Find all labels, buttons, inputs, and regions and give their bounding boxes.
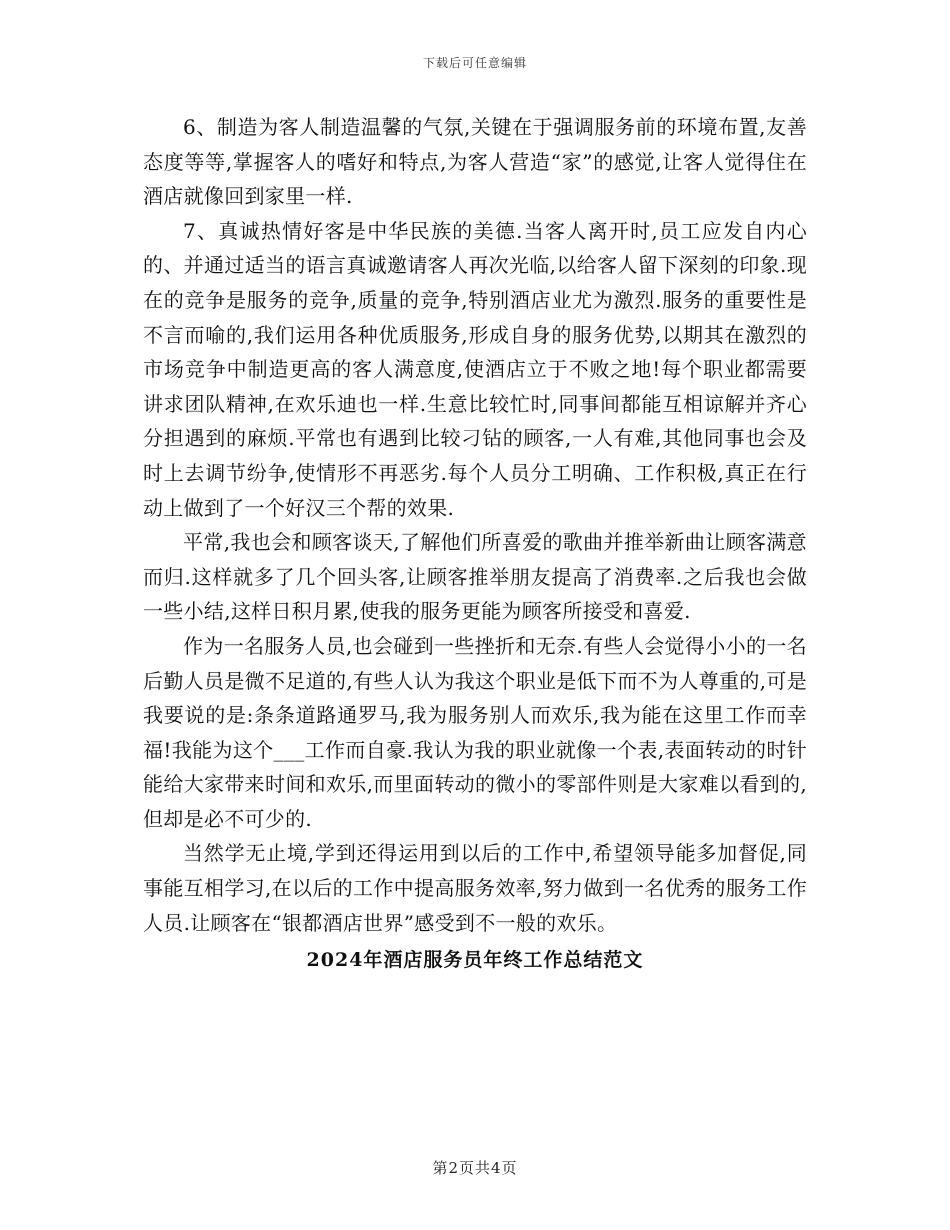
page-footer: 第2页共4页 xyxy=(432,1159,518,1177)
document-body xyxy=(143,110,807,976)
paragraph-setbacks: 作为一名服务人员,也会碰到一些挫折和无奈.有些人会觉得小小的一名后勤人员是微不足道的,有些人认为我这个职业是低下而不为人尊重的,可是我要说的是:条条道路通罗马,我为服务别人而欢乐,我为能在这里工作而幸福!我能为这个___工作而自豪.我认为我的职业就像一个表,表面转动的时针能给大家带来时间和欢乐,而里面转动的微小的零部件则是大家难以看到的,但却是必不可少的. xyxy=(143,633,807,831)
paragraph-customer-chat: 平常,我也会和顾客谈天,了解他们所喜爱的歌曲并推举新曲让顾客满意而归.这样就多了几个回头客,让顾客推举朋友提高了消费率.之后我也会做一些小结,这样日积月累,使我的服务更能为顾客所接受和喜爱. xyxy=(143,530,807,624)
page-header: 下载后可任意编辑 xyxy=(422,56,527,70)
paragraph-conclusion: 当然学无止境,学到还得运用到以后的工作中,希望领导能多加督促,同事能互相学习,在以后的工作中提高服务效率,努力做到一名优秀的服务工作人员.让顾客在“银都酒店世界”感受到不一般的欢乐。 xyxy=(143,841,807,935)
paragraph-7: 7、真诚热情好客是中华民族的美德.当客人离开时,员工应发自内心的、并通过适当的语言真诚邀请客人再次光临,以给客人留下深刻的印象.现在的竞争是服务的竞争,质量的竞争,特别酒店业尤为激烈.服务的重要性是不言而喻的,我们运用各种优质服务,形成自身的服务优势,以期其在激烈的市场竞争中制造更高的客人满意度,使酒店立于不败之地!每个职业都需要讲求团队精神,在欢乐迪也一样.生意比较忙时,同事间都能互相谅解并齐心分担遇到的麻烦.平常也有遇到比较刁钻的顾客,一人有难,其他同事也会及时上去调节纷争,使情形不再恶劣.每个人员分工明确、工作积极,真正在行动上做到了一个好汉三个帮的效果. xyxy=(143,218,807,520)
paragraph-6: 6、制造为客人制造温馨的气氛,关键在于强调服务前的环境布置,友善态度等等,掌握客人的嗜好和特点,为客人营造“家”的感觉,让客人觉得住在酒店就像回到家里一样. xyxy=(143,115,807,209)
section-title: 2024年酒店服务员年终工作总结范文 xyxy=(306,949,644,972)
